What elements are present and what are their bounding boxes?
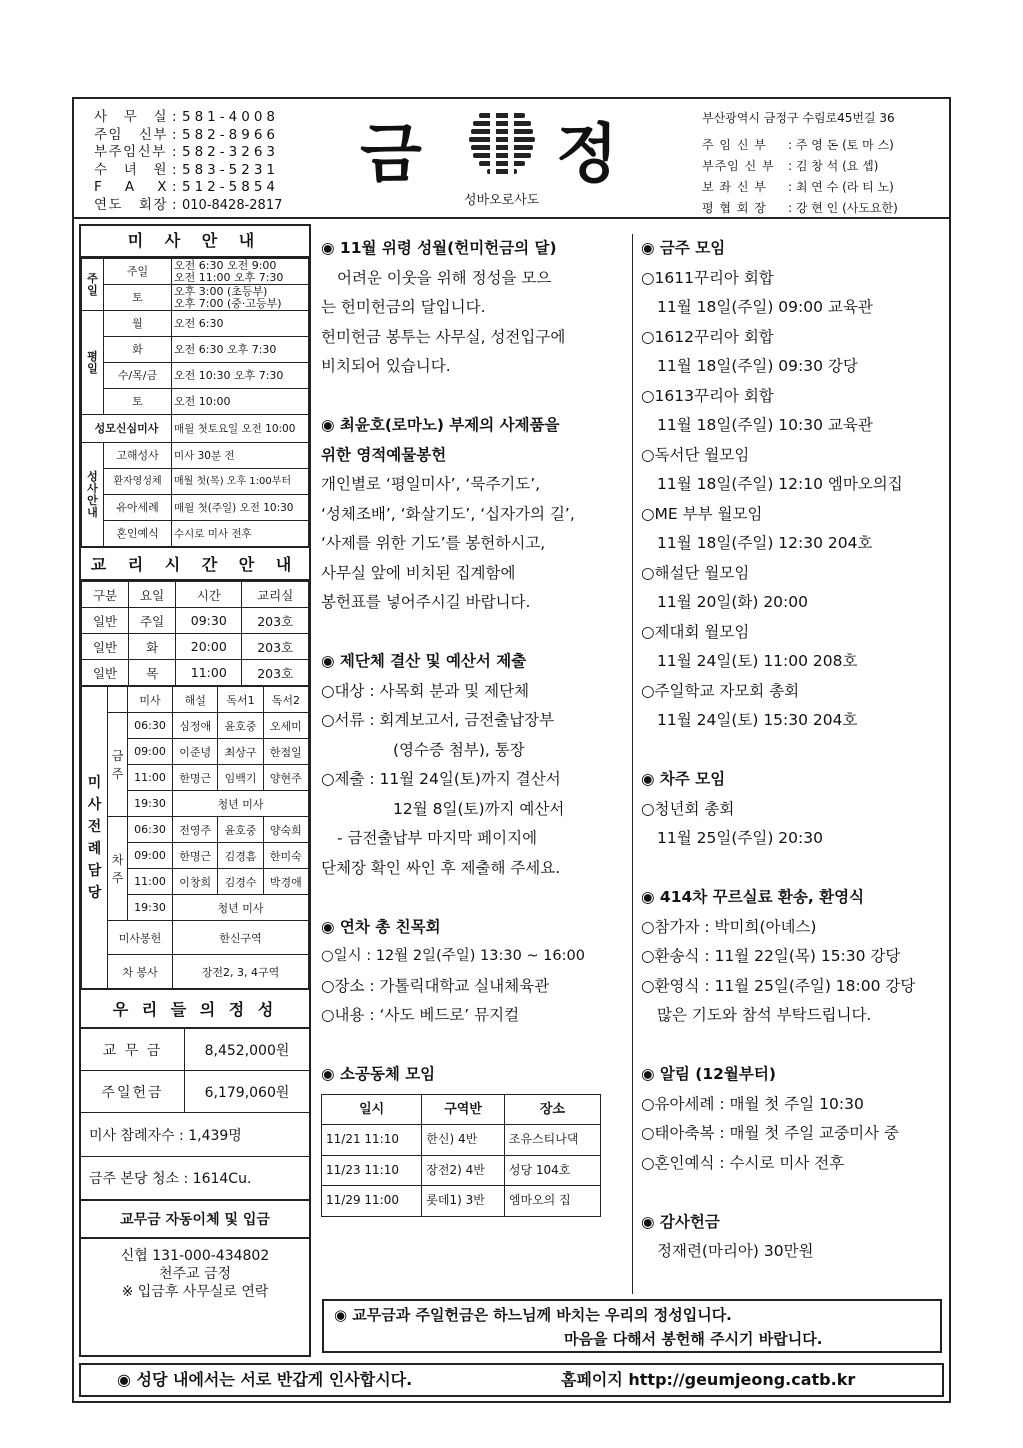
liturgy-duty-table [81,686,309,989]
clergy-row: 부주임 신 부 : 김 창 석 (요 셉) [702,159,879,173]
section-title: ◉ 414차 꾸르실료 환송, 환영식 [641,888,865,906]
offering-notice: ◉ 교무금과 주일헌금은 하느님께 바치는 우리의 정성입니다. 마음을 다해서 봉헌해 주시기 바랍니다. [322,1299,942,1353]
table-row: 주일 주일 오전 6:30 오전 9:00 오전 11:00 오후 7:30 [82,259,309,285]
table-row: 평일 월 오전 6:30 [82,311,309,337]
contact-fax: F A X : 512-5854 [94,179,279,195]
table-row: 09:00 이준녕 최상구 한점일 [82,739,309,765]
section-title: ◉ 제단체 결산 및 예산서 제출 [321,652,527,670]
section-title: ◉ 감사헌금 [641,1212,720,1231]
section-title: ◉ 11월 위령 성월(헌미헌금의 달) [321,239,557,257]
table-row: 환자영성체 매월 첫(목) 오후 1:00부터 [82,469,309,495]
title-right-char: 정 [556,117,618,192]
bulletin-header [74,99,949,219]
small-community-table [321,1094,601,1217]
table-row: 유아세례 매월 첫(주일) 오전 10:30 [82,495,309,521]
attendance-count: 미사 참례자수 : 1,439명 [81,1113,309,1157]
table-row: 금주 06:30 심정애 윤호중 오세미 [82,713,309,739]
table-row: 차 봉사 장전2, 3, 4구역 [82,955,309,989]
table-row: 11/21 11:10 한신) 4반 조유스티나댁 [322,1125,601,1156]
contact-list [94,109,282,214]
table-row: 미사전례담당 미사 해설 독서1 독서2 [82,687,309,713]
contact-assoc-pastor: 부주임신부 : 582-3263 [94,144,279,160]
homepage-link[interactable]: 홈페이지 http://geumjeong.catb.kr [561,1370,856,1389]
column-divider [632,234,633,1294]
table-row: 일반 주일 09:30 203호 [82,608,309,634]
cleaning-duty: 금주 본당 청소 : 1614Cu. [81,1157,309,1201]
clergy-row: 보 좌 신 부 : 최 연 수 (라 티 노) [702,180,894,194]
liturgy-duty-label: 미사전례담당 [82,687,108,989]
table-row: 혼인예식 수시로 미사 전후 [82,521,309,547]
right-column: ◉ 금주 모임 ○1611꾸리아 회합 11월 18일(주일) 09:00 교육관 ○1612꾸리아 회합 11월 18일(주일) 09:30 강당 ○1613꾸리아 회합 11월 18일(주일) 10:30 교육관 ○독서단 월모임 11월 18일(주일) 12:10 엠마오의집 ○ME 부부 월모임 11월 18일(주일) 12:30 204호 ○해설단 월모임 11월 20일(화) 20:00 ○제대회 월모임 11월 24일(토) 11:00 208호 ○주일학교 자모회 총회 11월 24일(토) 15:30 204호 ◉ 차주 모임 ○청년회 총회 11월 25일(주일) 20:30 ◉ 414차 꾸르실료 환송, 환영식 ○참가자 : 박미희(아녜스) ○환송식 : 11월 22일(목) 15:30 강당 ○환영식 : 11월 25일(주일) 18:00 강당 많은 기도와 참석 부탁드립니다. ◉ 알림 (12월부터) ○유아세례 : 매월 첫 주일 10:30 ○태아축복 : 매월 첫 주일 교중미사 중 ○혼인예식 : 수시로 미사 전후 ◉ 감사헌금 정재련(마리아) 30만원 [641,234,951,1267]
table-row: 11/29 11:00 롯데1) 3반 엠마오의 집 [322,1186,601,1217]
table-row: 미사봉헌 한신구역 [82,921,309,955]
table-row: 19:30 청년 미사 [82,791,309,817]
section-title: ◉ 최윤호(로마노) 부제의 사제품을 [321,416,560,434]
table-row: 차주 06:30 전영주 윤호중 양숙희 [82,817,309,843]
table-row: 구분 요일 시간 교리실 [82,582,309,608]
parish-subtitle: 성바오로사도 [464,193,540,208]
contact-office: 사 무 실 : 581-4008 [94,109,279,125]
table-row: 화 오전 6:30 오후 7:30 [82,337,309,363]
table-row: 수/목/금 오전 10:30 오후 7:30 [82,363,309,389]
middle-column: ◉ 11월 위령 성월(헌미헌금의 달) 어려운 이웃을 위해 정성을 모으 는 헌미헌금의 달입니다. 헌미헌금 봉투는 사무실, 성전입구에 비치되어 있습니다. ◉ 최윤호(로마노) 부제의 사제품을 위한 영적예물봉헌 개인별로 ‘평일미사’, ‘묵주기도’, ‘성체조배’, ‘화살기도’, ‘십자가의 길’, ‘사제를 위한 기도’를 봉헌하시고, 사무실 앞에 비치된 집계함에 봉헌표를 넣어주시길 바랍니다. ◉ 제단체 결산 및 예산서 제출 ○대상 : 사목회 분과 및 제단체 ○서류 : 회계보고서, 금전출납장부 (영수증 첨부), 통장 ○제출 : 11월 24일(토)까지 결산서 12월 8일(토)까지 예산서 - 금전출납부 마지막 페이지에 단체장 확인 싸인 후 제출해 주세요. ◉ 연차 총 친목회 ○일시 : 12월 2일(주일) 13:30 ~ 16:00 ○장소 : 가톨릭대학교 실내체육관 ○내용 : ‘사도 베드로’ 뮤지컬 ◉ 소공동체 모임 일시 구역반 장소 11/21 11:10 한신) 4반 조유스티나댁 11/23 11:10 장전2) 4반 성당 104호 11/29 11:00 롯데1) 3반 엠마오의 집 [321,234,626,1217]
contact-pastor: 주임 신부 : 582-8966 [94,126,279,143]
footer-bar [79,1363,944,1397]
title-left-char: 금 [360,117,422,192]
section-title: ◉ 차주 모임 [641,770,726,788]
sunday-label: 주일 [82,259,104,311]
table-row: 일반 화 20:00 203호 [82,634,309,660]
bulletin-sheet [72,97,951,1403]
weekday-label: 평일 [82,311,104,415]
clergy-row: 주 임 신 부 : 주 영 돈 (토 마 스) [702,138,894,152]
section-title: ◉ 연차 총 친목회 [321,917,441,936]
mass-schedule-table [81,258,309,547]
table-row: 토 오후 3:00 (초등부) 오후 7:00 (중·고등부) [82,285,309,311]
table-row: 성모신심미사 매월 첫토요일 오전 10:00 [82,415,309,443]
table-row: 성사안내 고해성사 미사 30분 전 [82,443,309,469]
table-row: 일반 목 11:00 203호 [82,660,309,686]
table-row: 09:00 한명근 김경흠 한미숙 [82,843,309,869]
contact-convent: 수 녀 원 : 583-5231 [94,161,279,178]
contact-president: 연도 회장 : 010-8428-2817 [94,196,283,213]
catechism-table [81,581,309,686]
section-title: ◉ 알림 (12월부터) [641,1065,776,1083]
parish-emblem-icon [469,107,535,179]
bank-title: 교무금 자동이체 및 입금 [81,1201,309,1239]
offering-row: 교 무 금 8,452,000원 [81,1029,309,1071]
offerings-box [81,1029,309,1201]
clergy-list [702,135,898,219]
section-title: ◉ 금주 모임 [641,239,726,257]
sacrament-label: 성사안내 [82,443,104,547]
left-sidebar [79,224,311,1357]
offerings-title: 우 리 들 의 정 성 [81,989,309,1029]
table-row: 11/23 11:10 장전2) 4반 성당 104호 [322,1155,601,1186]
table-row: 11:00 한명근 임백기 양현주 [82,765,309,791]
table-row: 11:00 이창희 김경수 박경애 [82,869,309,895]
clergy-row: 평 협 회 장 : 강 현 인 (사도요한) [702,201,898,215]
table-row: 일시 구역반 장소 [322,1094,601,1125]
greeting-text: ◉ 성당 내에서는 서로 반갑게 인사합시다. [117,1370,413,1389]
table-row: 19:30 청년 미사 [82,895,309,921]
mass-title: 미 사 안 내 [81,226,309,258]
catechism-title: 교 리 시 간 안 내 [81,547,309,581]
table-row: 토 오전 10:00 [82,389,309,415]
offering-row: 주일헌금 6,179,060원 [81,1071,309,1113]
parish-address: 부산광역시 금정구 수림로45번길 36 [702,111,895,125]
bank-info: 신협 131-000-434802 천주교 금정 ※ 입금후 사무실로 연락 [120,1248,270,1300]
section-title: ◉ 소공동체 모임 [321,1065,436,1083]
